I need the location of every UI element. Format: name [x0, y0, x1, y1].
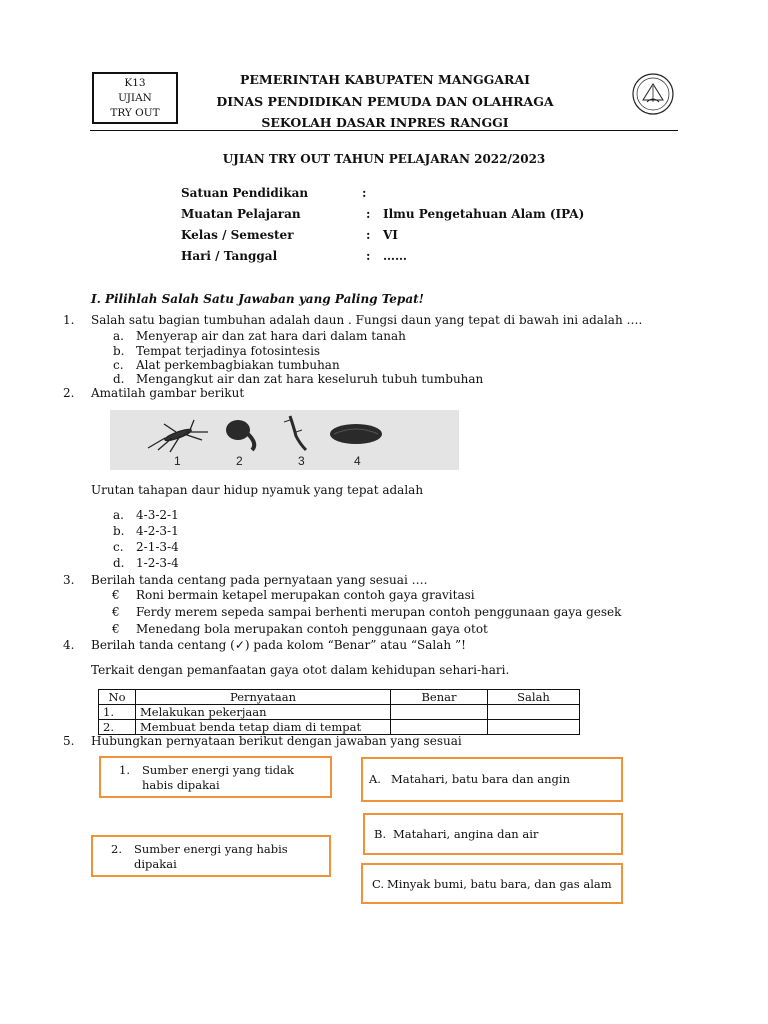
answer-letter: A.	[369, 772, 381, 786]
salah-cell[interactable]	[488, 720, 580, 735]
badge-line: UJIAN	[118, 92, 152, 104]
option-text: 4-2-3-1	[136, 524, 179, 538]
larva-icon	[284, 416, 306, 450]
option-text: Alat perkembagbiakan tumbuhan	[136, 358, 340, 372]
option-text: 4-3-2-1	[136, 508, 179, 522]
column-header: Pernyataan	[136, 690, 391, 705]
header-government: PEMERINTAH KABUPATEN MANGGARAI	[239, 72, 530, 87]
row-statement: Melakukan pekerjaan	[136, 705, 391, 720]
statement-box-2[interactable]	[91, 835, 331, 877]
row-number: 2.	[99, 720, 136, 735]
statement-number: 2.	[111, 842, 122, 856]
answer-box-a[interactable]	[361, 757, 623, 802]
option-letter: b.	[113, 524, 125, 538]
statement-box-1[interactable]	[99, 756, 332, 798]
answer-text: Matahari, batu bara dan angin	[391, 772, 570, 786]
benar-cell[interactable]	[391, 705, 488, 720]
option-text: 2-1-3-4	[136, 540, 179, 554]
table-header-row	[99, 690, 580, 705]
exam-title: UJIAN TRY OUT TAHUN PELAJARAN 2022/2023	[222, 152, 546, 166]
statement-line: Sumber energi yang tidak	[142, 763, 294, 777]
info-separator: :	[366, 249, 371, 263]
header-department: DINAS PENDIDIKAN PEMUDA DAN OLAHRAGA	[216, 94, 554, 109]
benar-cell[interactable]	[391, 720, 488, 735]
option-text: 1-2-3-4	[136, 556, 179, 570]
option-text: Menyerap air dan zat hara dari dalam tanah	[136, 329, 406, 343]
section-heading: I. Pilihlah Salah Satu Jawaban yang Paling Tepat!	[91, 292, 424, 306]
figure-label: 4	[354, 454, 361, 468]
question-number: 1.	[63, 313, 75, 327]
option-letter: d.	[113, 556, 125, 570]
checkbox-bullet-icon[interactable]: €	[112, 622, 120, 636]
option-letter: b.	[113, 344, 125, 358]
answer-box-b[interactable]	[363, 813, 623, 855]
table-row	[99, 720, 580, 735]
option-text: Tempat terjadinya fotosintesis	[136, 344, 321, 358]
info-label: Muatan Pelajaran	[181, 207, 301, 221]
question-number: 4.	[63, 638, 75, 652]
column-header: Salah	[488, 690, 580, 705]
answer-box-c[interactable]	[361, 863, 623, 904]
question-subtext: Terkait dengan pemanfaatan gaya otot dalam kehidupan sehari-hari.	[91, 663, 510, 677]
info-separator: :	[366, 228, 371, 242]
statement-line: habis dipakai	[142, 778, 220, 792]
mosquito-life-cycle-figure	[110, 410, 459, 470]
question-text: Salah satu bagian tumbuhan adalah daun . Fungsi daun yang tepat di bawah ini adalah ….	[91, 313, 643, 327]
row-number: 1.	[99, 705, 136, 720]
adult-mosquito-icon	[148, 420, 208, 452]
question-text: Hubungkan pernyataan berikut dengan jawaban yang sesuai	[91, 734, 462, 748]
question-number: 3.	[63, 573, 75, 587]
info-value: Ilmu Pengetahuan Alam (IPA)	[383, 207, 585, 221]
answer-text: Minyak bumi, batu bara, dan gas alam	[387, 877, 612, 891]
info-label: Hari / Tanggal	[181, 249, 278, 263]
true-false-table	[98, 689, 580, 735]
table-row	[99, 705, 580, 720]
question-number: 2.	[63, 386, 75, 400]
badge-line: TRY OUT	[110, 107, 160, 119]
eggs-raft-icon	[330, 424, 382, 444]
column-header: No	[99, 690, 136, 705]
checkbox-bullet-icon[interactable]: €	[112, 588, 120, 602]
statement-text: Ferdy merem sepeda sampai berhenti merupan contoh penggunaan gaya gesek	[136, 605, 622, 619]
figure-label: 1	[174, 454, 181, 468]
option-letter: d.	[113, 372, 125, 386]
question-subtext: Urutan tahapan daur hidup nyamuk yang tepat adalah	[91, 483, 424, 497]
question-text: Berilah tanda centang pada pernyataan yang sesuai ….	[91, 573, 428, 587]
option-letter: a.	[113, 329, 124, 343]
question-text: Berilah tanda centang (✓) pada kolom “Benar” atau “Salah ”!	[91, 638, 466, 652]
checkbox-bullet-icon[interactable]: €	[112, 605, 120, 619]
header-divider	[90, 130, 678, 131]
header-school: SEKOLAH DASAR INPRES RANGGI	[261, 115, 509, 130]
row-statement: Membuat benda tetap diam di tempat	[136, 720, 391, 735]
tut-wuri-handayani-logo-icon	[630, 72, 676, 116]
figure-label: 2	[236, 454, 243, 468]
answer-letter: B.	[374, 827, 387, 841]
question-text: Amatilah gambar berikut	[91, 386, 245, 400]
statement-text: Menedang bola merupakan contoh penggunaan gaya otot	[136, 622, 488, 636]
figure-label: 3	[298, 454, 305, 468]
option-text: Mengangkut air dan zat hara keseluruh tubuh tumbuhan	[136, 372, 484, 386]
column-header: Benar	[391, 690, 488, 705]
info-separator: :	[362, 186, 367, 200]
info-label: Satuan Pendidikan	[181, 186, 309, 200]
statement-line: dipakai	[134, 857, 177, 871]
info-value: VI	[383, 228, 398, 242]
info-value: ……	[383, 249, 407, 263]
answer-letter: C.	[372, 877, 385, 891]
info-label: Kelas / Semester	[181, 228, 294, 242]
option-letter: c.	[113, 358, 124, 372]
badge-line: K13	[124, 77, 146, 89]
question-number: 5.	[63, 734, 75, 748]
statement-number: 1.	[119, 763, 130, 777]
statement-line: Sumber energi yang habis	[134, 842, 288, 856]
option-letter: a.	[113, 508, 124, 522]
answer-text: Matahari, angina dan air	[393, 827, 539, 841]
option-letter: c.	[113, 540, 124, 554]
statement-text: Roni bermain ketapel merupakan contoh gaya gravitasi	[136, 588, 475, 602]
pupa-icon	[226, 420, 254, 450]
info-separator: :	[366, 207, 371, 221]
salah-cell[interactable]	[488, 705, 580, 720]
